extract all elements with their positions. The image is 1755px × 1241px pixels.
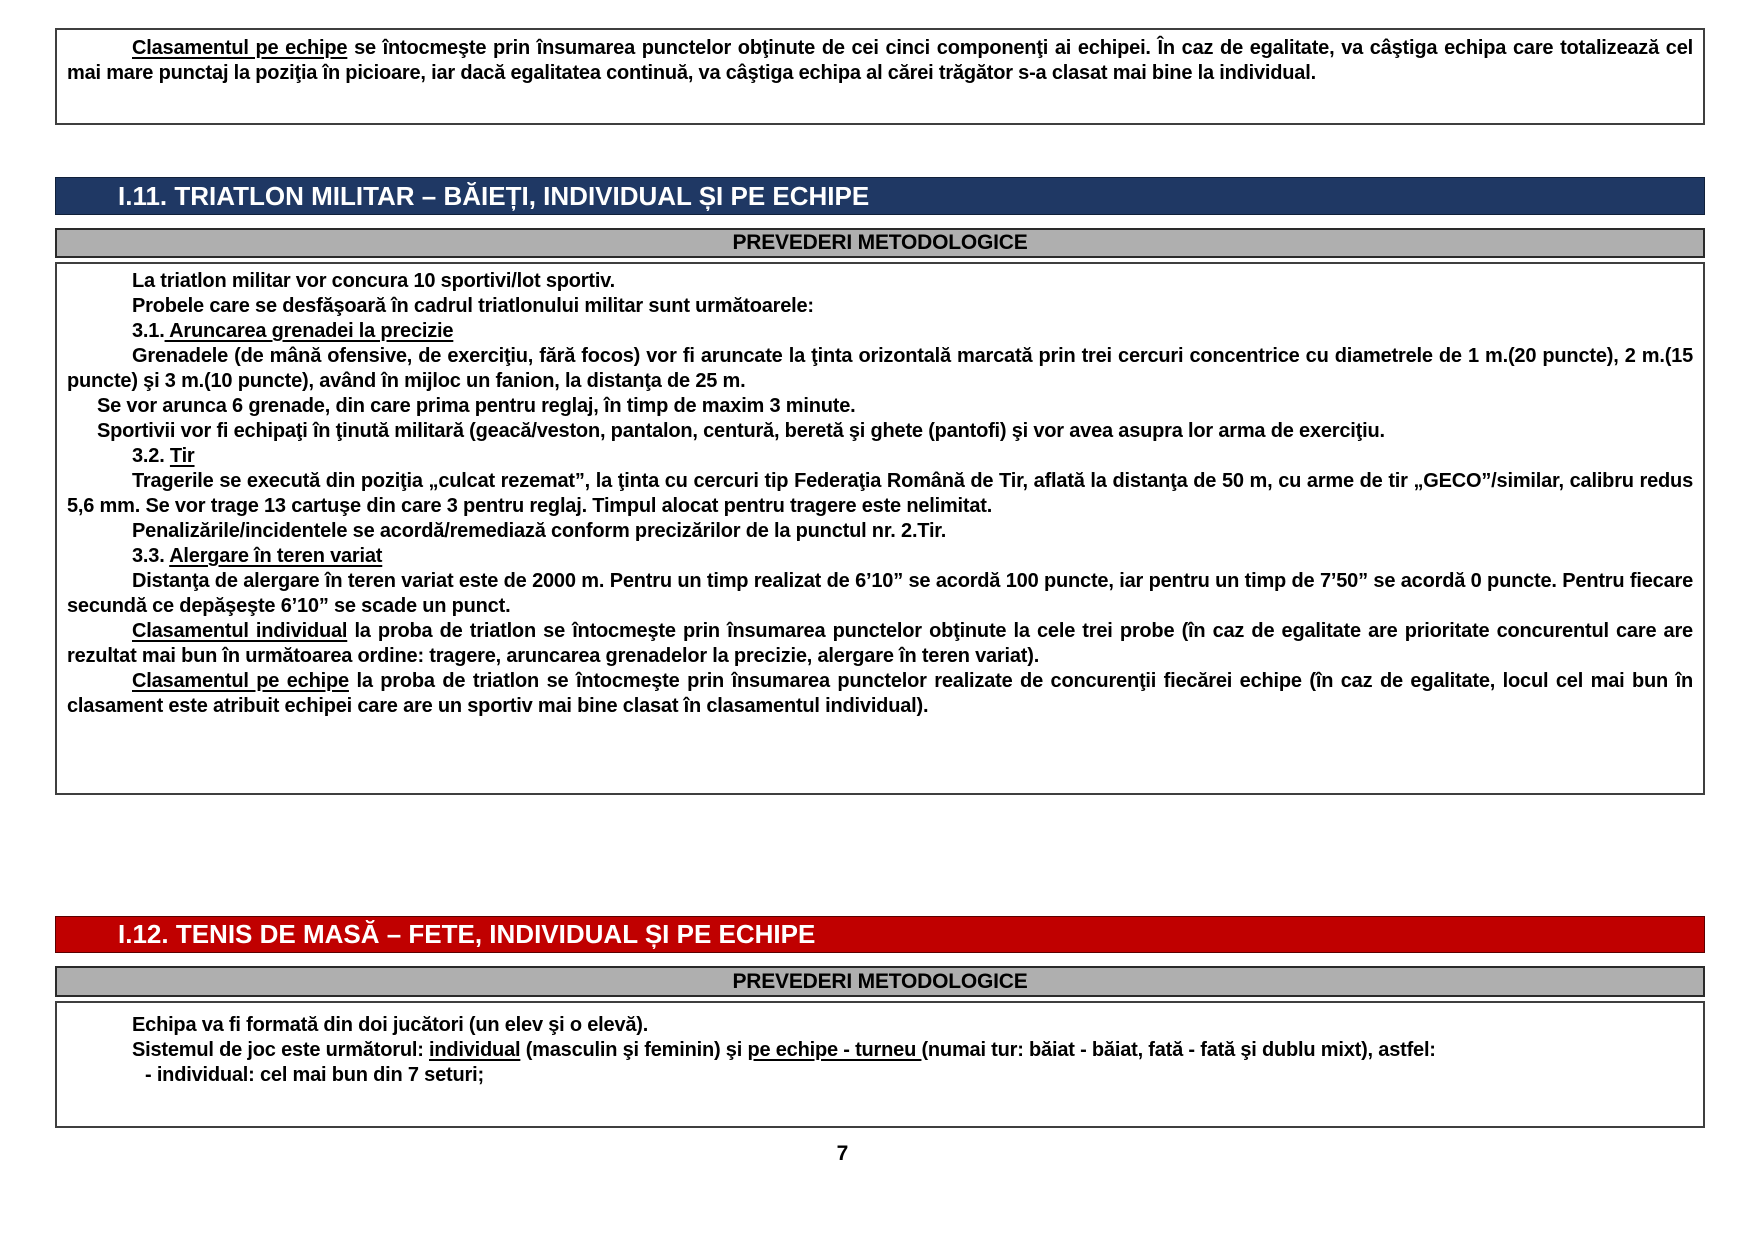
paragraph: [67, 344, 1693, 394]
underlined-text: pe echipe - turneu: [747, 1039, 922, 1061]
page-number: 7: [836, 1142, 849, 1165]
section-header-triatlon: [55, 177, 1705, 215]
underlined-text: Alergare în teren variat: [169, 545, 383, 567]
text-run: Distanţa de alergare în teren variat este de 2000 m. Pentru un timp realizat de 6’10” se acordă 100 puncte, iar pentru un timp de 7’50” se acordă 0 puncte. Pentru fiecare secundă ce depăşeşte 6’10” se scade un punct.: [67, 570, 1693, 617]
paragraph: [67, 1063, 1693, 1088]
text-run: Probele care se desfăşoară în cadrul triatlonului militar sunt următoarele:: [132, 295, 814, 317]
text-run: 3.3.: [132, 545, 170, 567]
subheader-triatlon: [55, 228, 1705, 258]
paragraph: [67, 669, 1693, 719]
text-run: se întocmeşte prin însumarea punctelor obţinute de cei cinci componenţi ai echipei. În caz de egalitate, va câştiga echipa care totalizează cel mai mare punctaj la poziţia în picioare, iar dacă egalitatea continuă, va câştiga echipa al cărei trăgător s-a clasat mai bine la individual.: [67, 37, 1693, 84]
paragraph: [67, 419, 1693, 444]
text-run: la proba de triatlon se întocmeşte prin însumarea punctelor obţinute la cele trei probe (în caz de egalitate are prioritate concurentul care are rezultat mai bun în următoarea ordine: tragere, aruncarea grenadelor la precizie, alergare în teren variat).: [67, 620, 1693, 667]
text-run: Tragerile se execută din poziţia „culcat rezemat”, la ţinta cu cercuri tip Federaţia Română de Tir, aflată la distanţa de 50 m, cu arme de tir „GECO”/similar, calibru redus 5,6 mm. Se vor trage 13 cartuşe din care 3 pentru reglaj. Timpul alocat pentru tragere este nelimitat.: [67, 470, 1693, 517]
text-run: La triatlon militar vor concura 10 sportivi/lot sportiv.: [132, 270, 615, 292]
subheader-tenis-label: PREVEDERI METODOLOGICE: [732, 969, 1028, 993]
paragraph: [67, 444, 1693, 469]
paragraph: [67, 36, 1693, 86]
text-run: Sistemul de joc este următorul:: [132, 1039, 430, 1061]
underlined-text: individual: [429, 1039, 521, 1061]
paragraph: [67, 1038, 1693, 1063]
text-run: Echipa va fi formată din doi jucători (un elev şi o elevă).: [132, 1014, 649, 1036]
paragraph: [67, 1013, 1693, 1038]
section-title-triatlon: I.11. TRIATLON MILITAR – BĂIEȚI, INDIVIDUAL ȘI PE ECHIPE: [118, 180, 870, 211]
tenis-content-box: [55, 1001, 1705, 1128]
text-run: (masculin şi feminin) şi: [520, 1039, 748, 1061]
paragraph: [67, 294, 1693, 319]
underlined-text: Clasamentul pe echipe: [132, 670, 349, 692]
text-run: - individual: cel mai bun din 7 seturi;: [145, 1064, 484, 1086]
paragraph: [67, 319, 1693, 344]
underlined-text: Aruncarea grenadei la precizie: [164, 320, 454, 342]
text-run: (numai tur: băiat - băiat, fată - fată şi dublu mixt), astfel:: [921, 1039, 1436, 1061]
paragraph: [67, 269, 1693, 294]
text-run: Penalizările/incidentele se acordă/remediază conform precizărilor de la punctul nr. 2.Tir.: [132, 520, 947, 542]
section-title-tenis: I.12. TENIS DE MASĂ – FETE, INDIVIDUAL ȘI PE ECHIPE: [118, 919, 816, 949]
text-run: Sportivii vor fi echipaţi în ţinută militară (geacă/veston, pantalon, centură, beretă şi ghete (pantofi) şi vor avea asupra lor arma de exerciţiu.: [97, 420, 1385, 442]
text-run: 3.2.: [132, 445, 170, 467]
paragraph: [67, 619, 1693, 669]
text-run: Se vor arunca 6 grenade, din care prima pentru reglaj, în timp de maxim 3 minute.: [97, 395, 856, 417]
subheader-tenis: [55, 966, 1705, 997]
text-run: 3.1.: [132, 320, 165, 342]
subheader-triatlon-label: PREVEDERI METODOLOGICE: [732, 231, 1028, 254]
paragraph: [67, 544, 1693, 569]
text-run: la proba de triatlon se întocmeşte prin însumarea punctelor realizate de concurenţii fiecărei echipe (în caz de egalitate, locul cel mai bun în clasament este atribuit echipei care are un sportiv mai bine clasat în clasamentul individual).: [67, 670, 1693, 717]
paragraph: [67, 569, 1693, 619]
underlined-text: Clasamentul pe echipe: [132, 37, 348, 59]
paragraph: [67, 519, 1693, 544]
section-header-tenis: [55, 916, 1705, 953]
underlined-text: Clasamentul individual: [132, 620, 348, 642]
intro-box: [55, 28, 1705, 125]
triatlon-content-box: [55, 262, 1705, 795]
paragraph: [67, 394, 1693, 419]
paragraph: [67, 469, 1693, 519]
underlined-text: Tir: [169, 445, 195, 467]
text-run: Grenadele (de mână ofensive, de exerciţiu, fără focos) vor fi aruncate la ţinta orizontală marcată prin trei cercuri concentrice cu diametrele de 1 m.(20 puncte), 2 m.(15 puncte) şi 3 m.(10 puncte), având în mijloc un fanion, la distanţa de 25 m.: [67, 345, 1693, 392]
